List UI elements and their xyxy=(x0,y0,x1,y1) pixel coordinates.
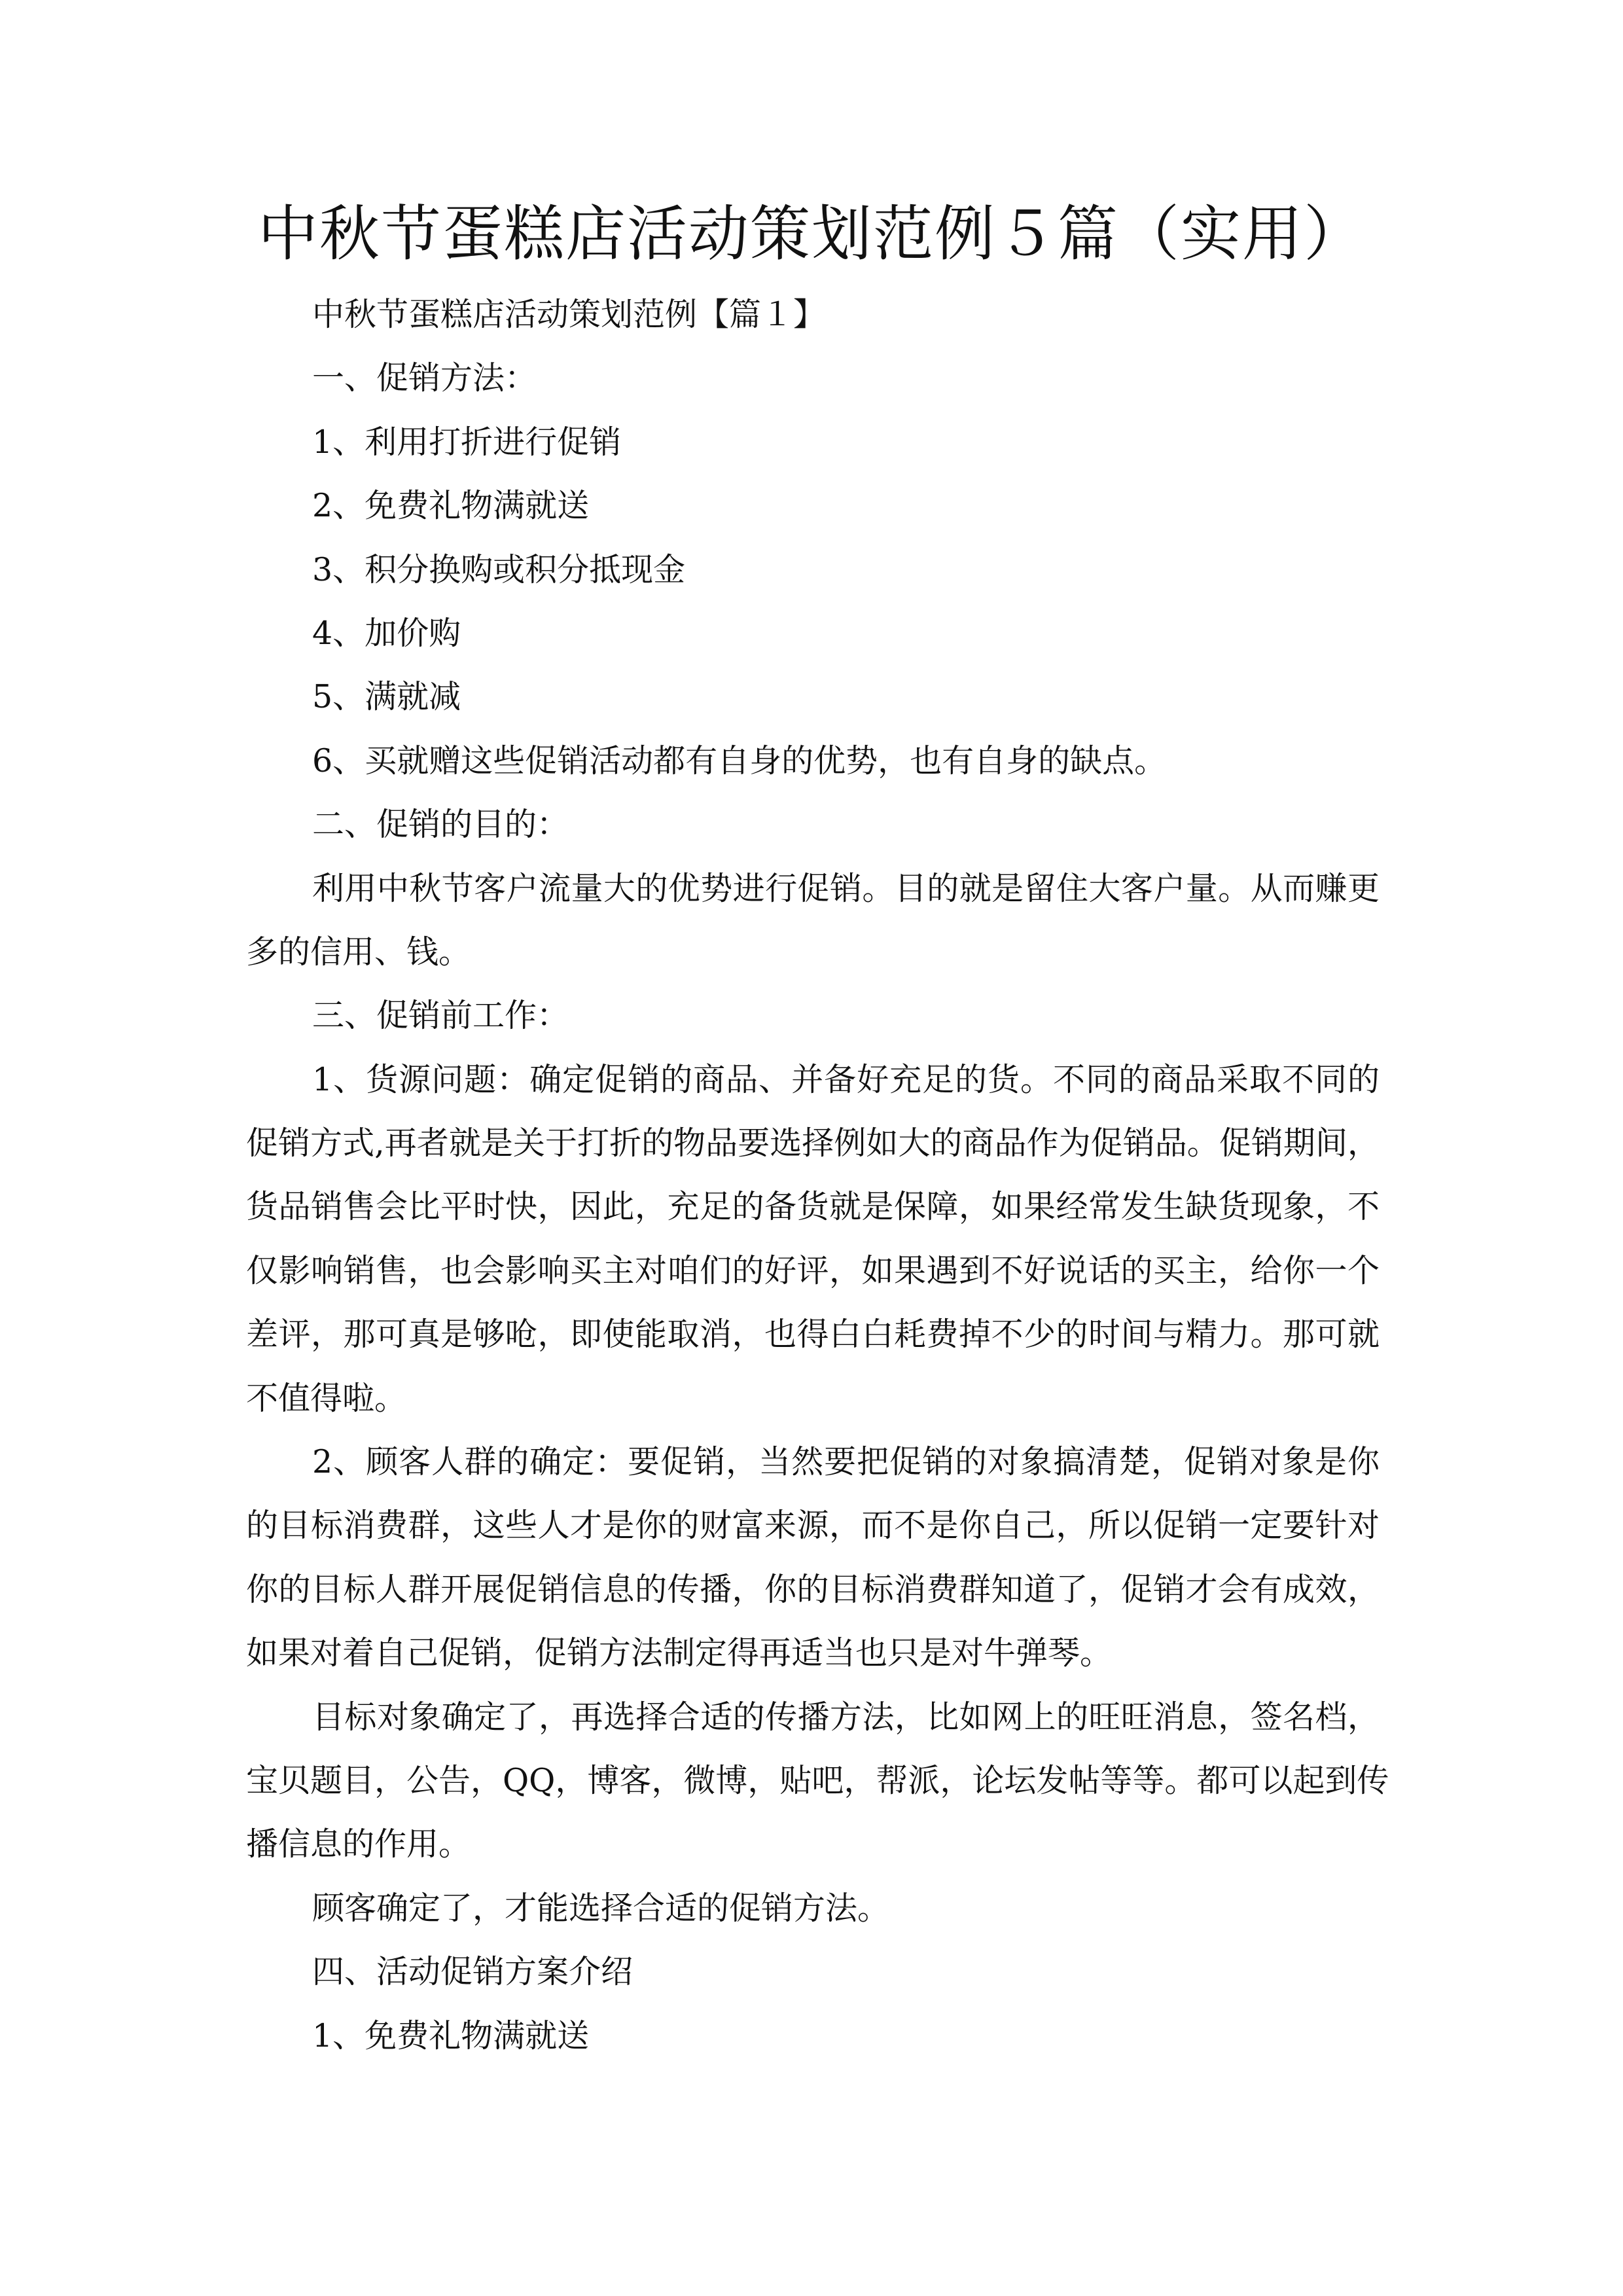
text-line: 顾客确定了，才能选择合适的促销方法。 xyxy=(312,1889,890,1927)
paragraph xyxy=(246,2004,1380,2068)
text-line: 1、货源问题：确定促销的商品、并备好充足的货。不同的商品采取不同的 xyxy=(312,1060,1380,1098)
paragraph xyxy=(246,283,1380,346)
text-line: 一、促销方法： xyxy=(312,359,537,397)
text-line: 仅影响销售，也会影响买主对咱们的好评，如果遇到不好说话的买主，给你一个 xyxy=(246,1251,1380,1289)
text-line: 1、利用打折进行促销 xyxy=(312,423,622,461)
paragraph xyxy=(246,538,1380,601)
text-line: 播信息的作用。 xyxy=(246,1825,471,1863)
text-line: 二、促销的目的： xyxy=(312,806,569,844)
paragraph xyxy=(246,410,1380,474)
text-line: 货品销售会比平时快，因此，充足的备货就是保障，如果经常发生缺货现象，不 xyxy=(246,1188,1380,1226)
text-line: 三、促销前工作： xyxy=(312,997,569,1035)
document-title: 中秋节蛋糕店活动策划范例５篇（实用） xyxy=(257,199,1365,269)
paragraph xyxy=(246,729,1380,793)
text-line: 4、加价购 xyxy=(312,614,461,652)
text-line: 6、买就赠这些促销活动都有自身的优势，也有自身的缺点。 xyxy=(312,742,1167,780)
paragraph xyxy=(246,793,1380,856)
paragraph xyxy=(246,665,1380,728)
paragraph xyxy=(246,857,1380,984)
paragraph xyxy=(246,1940,1380,2003)
text-line: 3、积分换购或积分抵现金 xyxy=(312,550,686,588)
paragraph xyxy=(246,601,1380,665)
text-line: 1、免费礼物满就送 xyxy=(312,2017,590,2054)
text-line: 促销方式,再者就是关于打折的物品要选择例如大的商品作为促销品。促销期间， xyxy=(246,1124,1380,1162)
text-line: 中秋节蛋糕店活动策划范例【篇１】 xyxy=(312,296,826,333)
paragraph xyxy=(246,346,1380,410)
text-line: 多的信用、钱。 xyxy=(246,933,471,971)
text-line: 四、活动促销方案介绍 xyxy=(312,1953,633,1991)
text-line: 利用中秋节客户流量大的优势进行促销。目的就是留住大客户量。从而赚更 xyxy=(312,869,1380,907)
text-line: 如果对着自己促销，促销方法制定得再适当也只是对牛弹琴。 xyxy=(246,1634,1113,1672)
paragraph xyxy=(246,1430,1380,1685)
text-line: 目标对象确定了，再选择合适的传播方法，比如网上的旺旺消息，签名档， xyxy=(312,1698,1380,1736)
text-line: 2、顾客人群的确定：要促销，当然要把促销的对象搞清楚，促销对象是你 xyxy=(312,1443,1380,1481)
text-line: 你的目标人群开展促销信息的传播，你的目标消费群知道了，促销才会有成效， xyxy=(246,1570,1380,1608)
paragraph xyxy=(246,1048,1380,1430)
text-line: 差评，那可真是够呛，即使能取消，也得白白耗费掉不少的时间与精力。那可就 xyxy=(246,1316,1380,1354)
text-line: 5、满就减 xyxy=(312,678,461,716)
paragraph xyxy=(246,474,1380,537)
text-line: 的目标消费群，这些人才是你的财富来源，而不是你自己，所以促销一定要针对 xyxy=(246,1507,1380,1545)
text-line: 宝贝题目，公告，QQ，博客，微博，贴吧，帮派，论坛发帖等等。都可以起到传 xyxy=(246,1761,1389,1799)
text-line: 2、免费礼物满就送 xyxy=(312,487,590,525)
paragraph xyxy=(246,1876,1380,1940)
paragraph xyxy=(246,1685,1389,1876)
document-body xyxy=(246,283,1389,2068)
paragraph xyxy=(246,984,1380,1047)
text-line: 不值得啦。 xyxy=(246,1379,407,1417)
